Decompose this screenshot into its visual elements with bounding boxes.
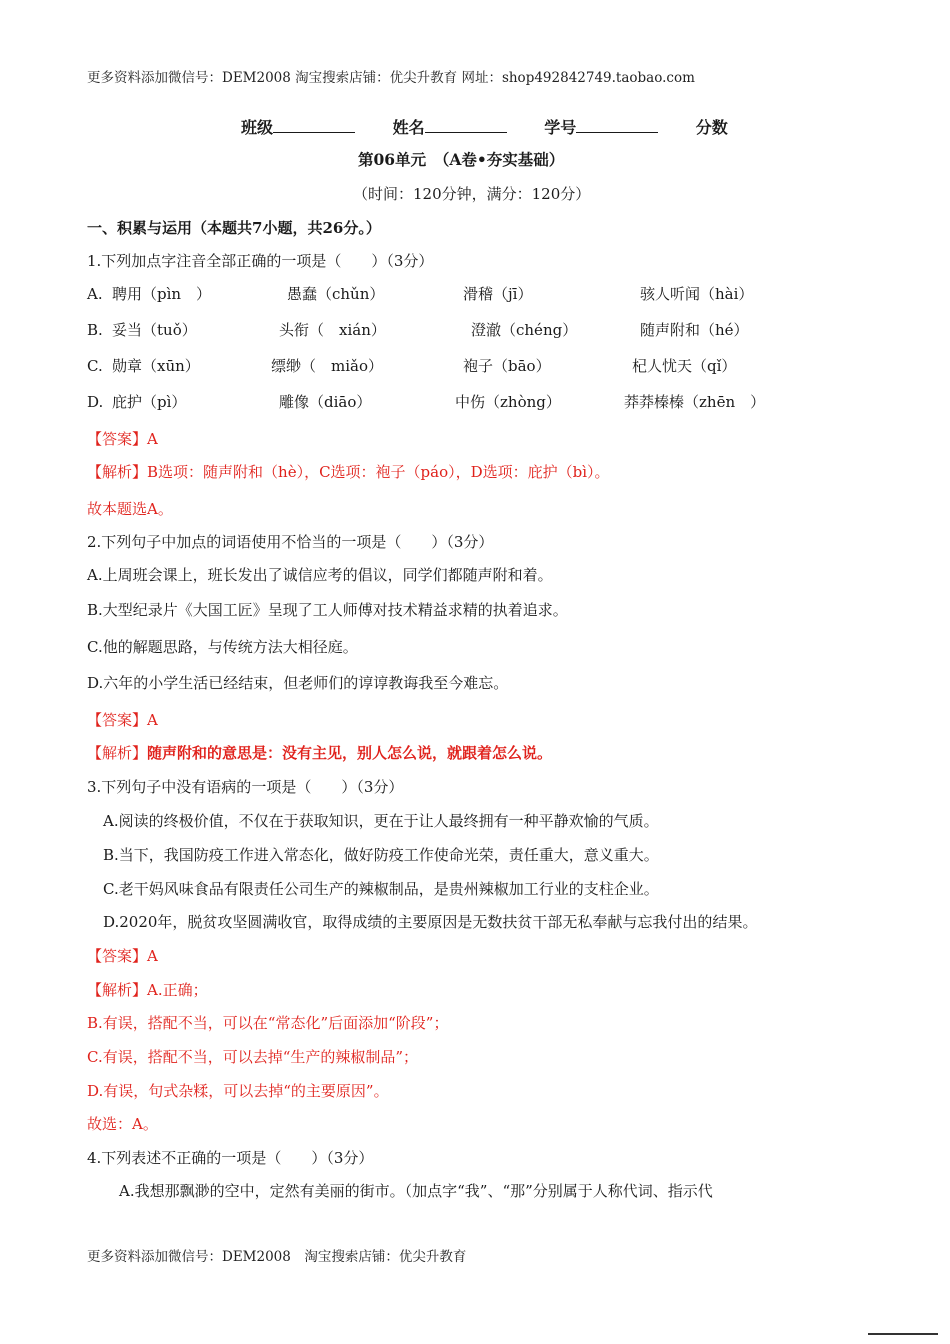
name-label: 姓名 [392, 118, 425, 137]
analysis-text: B选项：随声附和（hè），C选项：袍子（páo），D选项：庇护（bì）。 [147, 463, 610, 481]
q1-answer [87, 429, 158, 449]
q2-option-d: D.六年的小学生活已经结束，但老师们的谆谆教诲我至今难忘。 [87, 674, 509, 692]
q1-a-1: 聘用（pìn ） [112, 285, 212, 303]
q1-a-4: 骇人听闻（hài） [640, 285, 754, 303]
q1-c-4: 杞人忧天（qǐ） [632, 357, 737, 375]
page-footer: 更多资料添加微信号：DEM2008 淘宝搜索店铺：优尖升教育 [87, 1249, 467, 1265]
q2-option-c: C.他的解题思路，与传统方法大相径庭。 [87, 638, 358, 656]
q1-d-4: 莽莽榛榛（zhēn ） [624, 393, 766, 411]
q1-b-3: 澄澈（chéng） [471, 321, 578, 339]
q2-option-b: B.大型纪录片《大国工匠》呈现了工人师傅对技术精益求精的执着追求。 [87, 601, 568, 619]
q3-option-c: C.老干妈风味食品有限责任公司生产的辣椒制品，是贵州辣椒加工行业的支柱企业。 [103, 880, 659, 898]
q1-d-3: 中伤（zhòng） [455, 393, 561, 411]
analysis-text: A.正确； [147, 981, 208, 999]
q1-a-3: 滑稽（jī） [463, 285, 533, 303]
q1-c-2: 缥缈（ miǎo） [271, 357, 383, 375]
q3-answer [87, 946, 158, 966]
q1-stem: 1.下列加点字注音全部正确的一项是（ ）（3分） [87, 252, 434, 270]
class-blank[interactable] [273, 116, 355, 133]
name-blank[interactable] [425, 116, 507, 133]
q3-analysis-c: C.有误，搭配不当，可以去掉“生产的辣椒制品”； [87, 1048, 419, 1066]
q2-analysis [87, 743, 552, 763]
q1-d-2: 雕像（diāo） [279, 393, 372, 411]
student-info-line [241, 116, 728, 138]
q3-option-b: B.当下，我国防疫工作进入常态化，做好防疫工作使命光荣，责任重大，意义重大。 [103, 846, 659, 864]
answer-value: A [147, 711, 158, 729]
section-heading: 一、积累与运用（本题共7小题，共26分。） [87, 219, 381, 237]
q3-option-d: D.2020年，脱贫攻坚圆满收官，取得成绩的主要原因是无数扶贫干部无私奉献与忘我付出的结果。 [103, 913, 758, 931]
q4-option-a: A.我想那飘渺的空中，定然有美丽的街市。（加点字“我”、“那”分别属于人称代词、指示代 [119, 1182, 713, 1200]
q3-analysis-d: D.有误，句式杂糅，可以去掉“的主要原因”。 [87, 1082, 389, 1100]
q2-option-a: A.上周班会课上，班长发出了诚信应考的倡议，同学们都随声附和着。 [87, 566, 553, 584]
q1-row-c: C. [87, 357, 103, 375]
analysis-label: 【解析】 [87, 981, 148, 999]
q3-analysis [87, 980, 208, 1000]
q1-b-2: 头衔（ xián） [279, 321, 386, 339]
page-header: 更多资料添加微信号：DEM2008 淘宝搜索店铺：优尖升教育 网址：shop492842749.taobao.com [87, 70, 695, 86]
q1-row-b: B. [87, 321, 103, 339]
id-blank[interactable] [576, 116, 658, 133]
analysis-label: 【解析】 [87, 744, 148, 762]
q1-d-1: 庇护（pì） [112, 393, 187, 411]
q3-option-a: A.阅读的终极价值，不仅在于获取知识，更在于让人最终拥有一种平静欢愉的气质。 [103, 812, 659, 830]
q1-b-1: 妥当（tuǒ） [112, 321, 197, 339]
answer-value: A [147, 947, 158, 965]
q2-stem: 2.下列句子中加点的词语使用不恰当的一项是（ ）（3分） [87, 533, 494, 551]
q1-analysis [87, 462, 610, 482]
analysis-label: 【解析】 [87, 463, 148, 481]
q1-c-3: 袍子（bāo） [463, 357, 551, 375]
q1-c-1: 勋章（xūn） [112, 357, 200, 375]
q3-analysis-b: B.有误，搭配不当，可以在“常态化”后面添加“阶段”； [87, 1014, 449, 1032]
q1-b-4: 随声附和（hé） [640, 321, 749, 339]
q3-stem: 3.下列句子中没有语病的一项是（ ）（3分） [87, 778, 404, 796]
q4-stem: 4.下列表述不正确的一项是（ ）（3分） [87, 1149, 374, 1167]
page-subtitle: （时间：120分钟，满分：120分） [353, 185, 591, 203]
class-label: 班级 [241, 118, 274, 137]
answer-label: 【答案】 [87, 430, 148, 448]
id-label: 学号 [544, 118, 577, 137]
q1-row-a: A. [87, 285, 103, 303]
answer-label: 【答案】 [87, 947, 148, 965]
answer-label: 【答案】 [87, 711, 148, 729]
answer-value: A [147, 430, 158, 448]
score-label: 分数 [695, 118, 728, 137]
analysis-text: 随声附和的意思是：没有主见，别人怎么说，就跟着怎么说。 [147, 744, 553, 762]
q1-a-2: 愚蠢（chǔn） [287, 285, 385, 303]
page-title: 第06单元 （A卷•夯实基础） [358, 150, 565, 169]
q2-answer [87, 710, 158, 730]
q1-conclusion: 故本题选A。 [87, 500, 173, 518]
q1-row-d: D. [87, 393, 104, 411]
page-corner-rule [868, 1333, 938, 1335]
q3-conclusion: 故选：A。 [87, 1115, 158, 1133]
